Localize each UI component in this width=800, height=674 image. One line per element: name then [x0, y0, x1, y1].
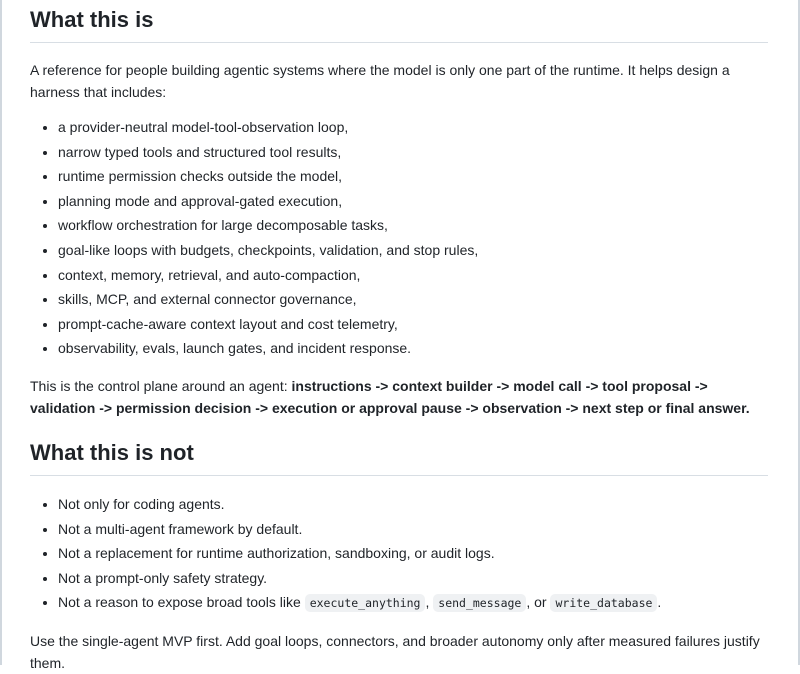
list-item: [58, 590, 768, 616]
list-item: • goal-like loops with budgets, checkpoints, validation, and stop rules,: [58, 238, 768, 263]
list-item: • a provider-neutral model-tool-observation loop,: [58, 115, 768, 140]
harness-features-list: [30, 115, 768, 361]
list-item: • Not a multi-agent framework by default.: [58, 517, 768, 542]
list-item: • Not a replacement for runtime authorization, sandboxing, or audit logs.: [58, 541, 768, 566]
closing-paragraph: Use the single-agent MVP first. Add goal loops, connectors, and broader autonomy only after measured failures justify them.: [30, 632, 760, 671]
intro-paragraph: A reference for people building agentic systems where the model is only one part of the runtime. It helps design a harness that includes:: [30, 62, 730, 100]
list-item: • observability, evals, launch gates, and incident response.: [58, 336, 768, 361]
list-item: • workflow orchestration for large decomposable tasks,: [58, 213, 768, 238]
page-border-left: [0, 0, 2, 665]
list-item: • context, memory, retrieval, and auto-compaction,: [58, 263, 768, 288]
list-item: • Not only for coding agents.: [58, 492, 768, 517]
heading-what-this-is: What this is: [30, 6, 768, 43]
control-plane-prefix: This is the control plane around an agent:: [30, 377, 292, 394]
inline-code-send-message: send_message: [433, 594, 526, 612]
control-plane-paragraph: [30, 375, 768, 419]
inline-code-execute-anything: execute_anything: [305, 594, 426, 612]
control-plane-chain: instructions -> context builder -> model call -> tool proposal -> validation -> permission decision -> execution or approval pause -> observation -> next step or final answer.: [30, 377, 750, 416]
list-item-separator: , or: [526, 594, 551, 611]
list-item: • planning mode and approval-gated execution,: [58, 189, 768, 214]
list-item: • skills, MCP, and external connector governance,: [58, 287, 768, 312]
list-item-separator: ,: [425, 594, 434, 611]
readme-content: [30, 0, 768, 674]
heading-what-this-is-not: What this is not: [30, 439, 768, 476]
non-goals-list: [30, 492, 768, 616]
list-item-suffix: .: [657, 594, 662, 611]
list-item: • narrow typed tools and structured tool results,: [58, 140, 768, 165]
inline-code-write-database: write_database: [550, 594, 657, 612]
list-item: • prompt-cache-aware context layout and cost telemetry,: [58, 312, 768, 337]
list-item-prefix: Not a reason to expose broad tools like: [58, 594, 305, 611]
list-item: • Not a prompt-only safety strategy.: [58, 566, 768, 591]
list-item: • runtime permission checks outside the model,: [58, 164, 768, 189]
